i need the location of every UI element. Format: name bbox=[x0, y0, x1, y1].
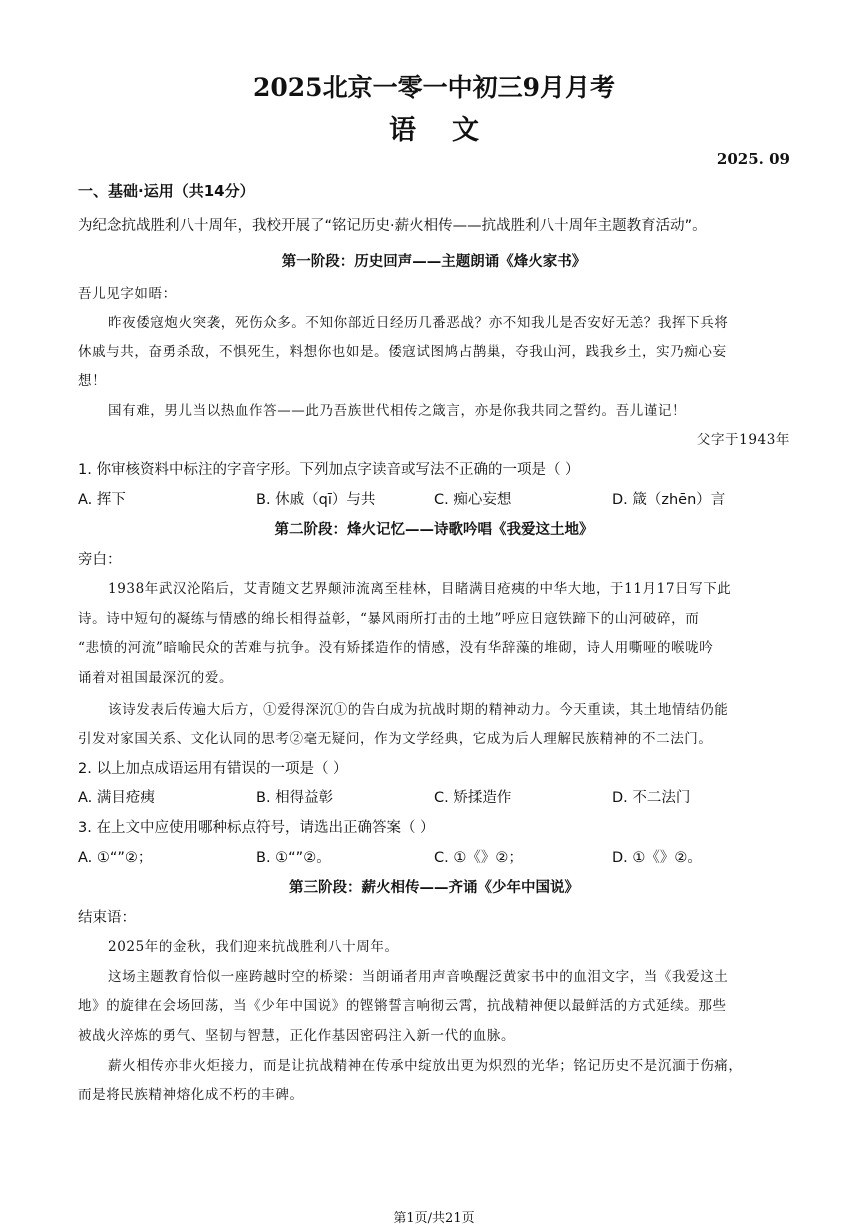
stage2-heading: 第二阶段：烽火记忆——诗歌吟唱《我爱这土地》 bbox=[274, 522, 594, 538]
question-1-stem: 1. 你审核资料中标注的字音字形。下列加点字读音或写法不正确的一项是（ ） bbox=[78, 462, 580, 478]
option-a[interactable]: A. ①“”②； bbox=[78, 850, 153, 866]
narration-label: 旁白： bbox=[78, 552, 122, 568]
stage1-heading: 第一阶段：历史回声——主题朗诵《烽火家书》 bbox=[281, 254, 587, 270]
closing-line: 而是将民族精神熔化成不朽的丰碑。 bbox=[78, 1087, 304, 1103]
section-intro: 为纪念抗战胜利八十周年，我校开展了“铭记历史·薪火相传——抗战胜利八十周年主题教育活动”。 bbox=[78, 218, 707, 234]
closing-line: 薪火相传亦非火炬接力，而是让抗战精神在传承中绽放出更为炽烈的光华；铭记历史不是沉湎于伤痛， bbox=[108, 1058, 743, 1074]
closing-line: 被战火淬炼的勇气、坚韧与智慧，正化作基因密码注入新一代的血脉。 bbox=[78, 1028, 516, 1044]
question-3-stem: 3. 在上文中应使用哪种标点符号，请选出正确答案（ ） bbox=[78, 820, 435, 836]
narration-line: 诵着对祖国最深沉的爱。 bbox=[78, 670, 234, 686]
page-number: 第1页/共21页 bbox=[393, 1211, 475, 1226]
option-c[interactable]: C. 痴心妄想 bbox=[434, 492, 512, 508]
letter-line: 国有难，男儿当以热血作答——此乃吾族世代相传之箴言，亦是你我共同之誓约。吾儿谨记！ bbox=[108, 403, 687, 419]
exam-title: 2025北京一零一中初三9月月考 bbox=[253, 73, 615, 102]
narration-line: “悲愤的河流”暗喻民众的苦难与抗争。没有矫揉造作的情感，没有华辞藻的堆砌，诗人用嘶哑的喉咙吟 bbox=[78, 640, 714, 656]
letter-signature: 父字于1943年 bbox=[696, 432, 790, 448]
closing-line: 2025年的金秋，我们迎来抗战胜利八十周年。 bbox=[108, 939, 399, 955]
letter-salutation: 吾儿见字如晤： bbox=[78, 286, 177, 302]
option-d[interactable]: D. ①《》②。 bbox=[612, 850, 702, 866]
letter-line: 休戚与共，奋勇杀敌，不惧死生，料想你也如是。倭寇试图鸠占鹊巢，夺我山河，践我乡土，实乃痴心妄 bbox=[78, 344, 727, 360]
closing-line: 这场主题教育恰似一座跨越时空的桥梁：当朗诵者用声音唤醒泛黄家书中的血泪文字，当《我爱这土 bbox=[108, 969, 729, 985]
option-b[interactable]: B. ①“”②。 bbox=[256, 850, 331, 866]
stage3-heading: 第三阶段：薪火相传——齐诵《少年中国说》 bbox=[289, 880, 579, 896]
closing-label: 结束语： bbox=[78, 910, 136, 926]
option-a[interactable]: A. 满目疮痍 bbox=[78, 790, 155, 806]
letter-line: 昨夜倭寇炮火突袭，死伤众多。不知你部近日经历几番恶战？亦不知我儿是否安好无恙？我挥下兵将 bbox=[108, 315, 729, 331]
letter-line: 想！ bbox=[78, 373, 107, 389]
subject-title: 语文 bbox=[389, 115, 515, 146]
narration-line: 该诗发表后传遍大后方，①爱得深沉①的告白成为抗战时期的精神动力。今天重读，其土地情结仍能 bbox=[108, 702, 729, 718]
section-heading: 一、基础·运用（共14分） bbox=[78, 182, 255, 200]
question-2-options bbox=[78, 786, 818, 807]
narration-line: 引发对家国关系、文化认同的思考②毫无疑问，作为文学经典，它成为后人理解民族精神的不二法门。 bbox=[78, 731, 713, 747]
option-b[interactable]: B. 相得益彰 bbox=[256, 790, 334, 806]
closing-line: 地》的旋律在会场回荡，当《少年中国说》的铿锵誓言响彻云霄，抗战精神便以最鲜活的方式延续。那些 bbox=[78, 998, 727, 1014]
option-b[interactable]: B. 休戚（qī）与共 bbox=[256, 492, 376, 508]
narration-line: 1938年武汉沦陷后，艾青随文艺界颠沛流离至桂林，目睹满目疮痍的中华大地，于11月17日写下此 bbox=[108, 581, 732, 597]
option-c[interactable]: C. ①《》②； bbox=[434, 850, 523, 866]
question-2-stem: 2. 以上加点成语运用有错误的一项是（ ） bbox=[78, 761, 348, 777]
option-c[interactable]: C. 矫揉造作 bbox=[434, 790, 512, 806]
question-1-options bbox=[78, 488, 818, 509]
option-d[interactable]: D. 不二法门 bbox=[612, 790, 691, 806]
option-a[interactable]: A. 挥下 bbox=[78, 492, 126, 508]
exam-date: 2025. 09 bbox=[716, 150, 790, 168]
option-d[interactable]: D. 箴（zhēn）言 bbox=[612, 492, 726, 508]
narration-line: 诗。诗中短句的凝练与情感的绵长相得益彰，“暴风雨所打击的土地”呼应日寇铁蹄下的山河破碎，而 bbox=[78, 611, 700, 627]
question-3-options bbox=[78, 846, 818, 867]
